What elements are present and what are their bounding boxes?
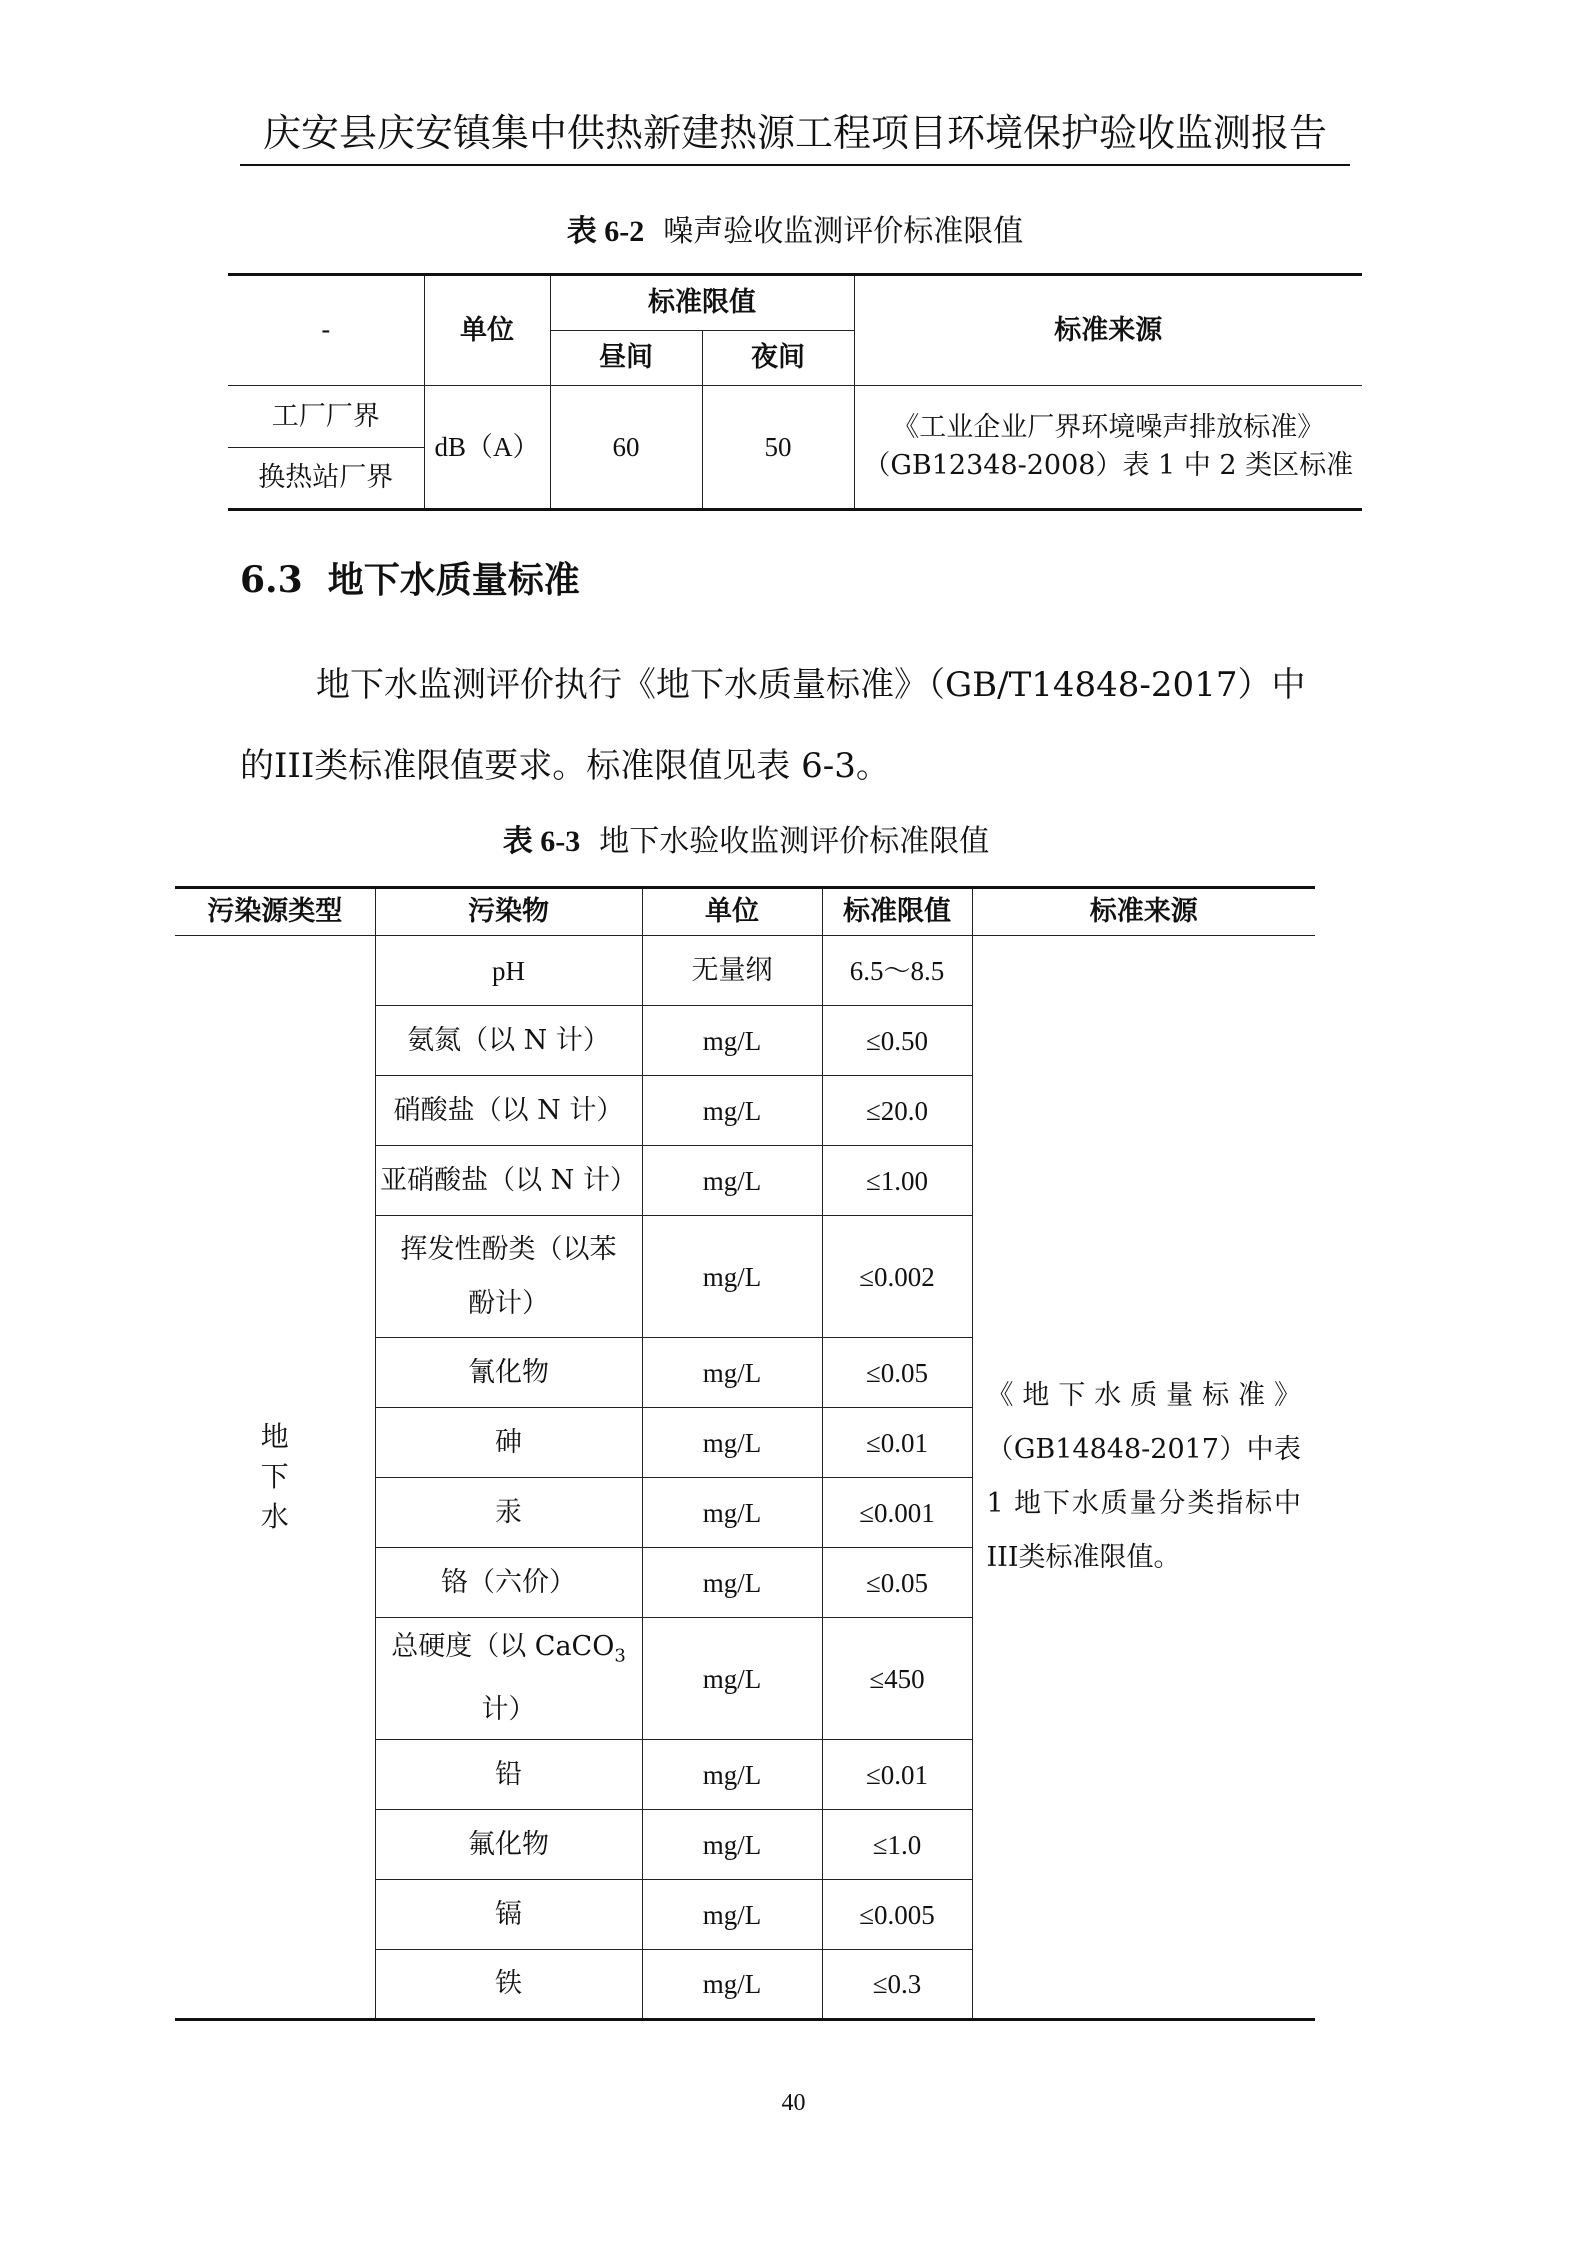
limit: ≤0.002	[822, 1216, 972, 1338]
unit: mg/L	[642, 1338, 822, 1408]
limit: ≤0.05	[822, 1338, 972, 1408]
table-caption-number: 表 6-2	[566, 215, 645, 248]
unit: mg/L	[642, 1880, 822, 1950]
pollutant: 汞	[375, 1478, 642, 1548]
header-standard-source: 标准来源	[972, 888, 1315, 936]
page-header: 庆安县庆安镇集中供热新建热源工程项目环境保护验收监测报告	[262, 111, 1327, 155]
section-number: 6.3	[240, 559, 303, 601]
unit: mg/L	[642, 1408, 822, 1478]
limit: ≤20.0	[822, 1076, 972, 1146]
table-caption-title: 地下水验收监测评价标准限值	[599, 824, 990, 859]
standard-source-text: 《地下水质量标准》（GB14848-2017）中表 1 地下水质量分类指标中III类标准限值。	[972, 936, 1315, 2020]
table-row	[175, 936, 1315, 1006]
header-source: 标准来源	[854, 275, 1362, 386]
limit: ≤1.00	[822, 1146, 972, 1216]
header-limit: 标准限值	[550, 275, 854, 331]
header-unit: 单位	[424, 275, 550, 386]
header-limit: 标准限值	[822, 888, 972, 936]
pollutant: 挥发性酚类（以苯 酚计）	[375, 1216, 642, 1338]
limit: ≤0.001	[822, 1478, 972, 1548]
noise-night-limit: 50	[702, 386, 854, 510]
header-pollutant: 污染物	[375, 888, 642, 936]
unit: mg/L	[642, 1076, 822, 1146]
noise-standard-table	[228, 273, 1362, 511]
pollutant: 氰化物	[375, 1338, 642, 1408]
pollutant: pH	[375, 936, 642, 1006]
limit: ≤1.0	[822, 1810, 972, 1880]
noise-source-line2: （GB12348-2008）表 1 中 2 类区标准	[863, 450, 1354, 481]
unit: mg/L	[642, 1478, 822, 1548]
pollutant: 铁	[375, 1950, 642, 2020]
unit: mg/L	[642, 1618, 822, 1740]
header-rule	[240, 164, 1350, 166]
noise-unit: dB（A）	[424, 386, 550, 510]
unit: 无量纲	[642, 936, 822, 1006]
page-number: 40	[781, 2090, 806, 2116]
limit: ≤0.01	[822, 1408, 972, 1478]
unit: mg/L	[642, 1216, 822, 1338]
pollutant: 硝酸盐（以 N 计）	[375, 1076, 642, 1146]
header-unit: 单位	[642, 888, 822, 936]
row-station-boundary: 换热站厂界	[228, 448, 424, 510]
unit: mg/L	[642, 1006, 822, 1076]
header-day: 昼间	[550, 331, 702, 386]
section-title: 地下水质量标准	[327, 559, 580, 601]
table-6-2-caption	[230, 212, 1360, 252]
limit: ≤0.01	[822, 1740, 972, 1810]
pollutant: 亚硝酸盐（以 N 计）	[375, 1146, 642, 1216]
groundwater-standard-table	[175, 886, 1315, 2021]
limit: 6.5～8.5	[822, 936, 972, 1006]
pollutant: 砷	[375, 1408, 642, 1478]
pollutant: 镉	[375, 1880, 642, 1950]
section-heading	[240, 555, 580, 605]
unit: mg/L	[642, 1146, 822, 1216]
limit: ≤450	[822, 1618, 972, 1740]
unit: mg/L	[642, 1740, 822, 1810]
paragraph-line1: 地下水监测评价执行《地下水质量标准》（GB/T14848-2017）中	[316, 665, 1306, 705]
row-factory-boundary: 工厂厂界	[228, 386, 424, 448]
pollutant: 氨氮（以 N 计）	[375, 1006, 642, 1076]
limit: ≤0.05	[822, 1548, 972, 1618]
pollutant: 总硬度（以 CaCO$_3$ 计）	[375, 1618, 642, 1740]
noise-source-line1: 《工业企业厂界环境噪声排放标准》	[892, 412, 1325, 443]
header-night: 夜间	[702, 331, 854, 386]
pollutant: 铅	[375, 1740, 642, 1810]
table-6-3-caption	[176, 822, 1316, 862]
noise-day-limit: 60	[550, 386, 702, 510]
unit: mg/L	[642, 1548, 822, 1618]
header-source-type: 污染源类型	[175, 888, 375, 936]
limit: ≤0.50	[822, 1006, 972, 1076]
source-type-cell	[175, 936, 375, 2020]
unit: mg/L	[642, 1950, 822, 2020]
pollutant: 铬（六价）	[375, 1548, 642, 1618]
limit: ≤0.005	[822, 1880, 972, 1950]
unit: mg/L	[642, 1810, 822, 1880]
pollutant: 氟化物	[375, 1810, 642, 1880]
table-caption-title: 噪声验收监测评价标准限值	[663, 214, 1024, 249]
table-caption-number: 表 6-3	[502, 825, 581, 858]
source-type-vertical: 地 下 水	[260, 1420, 289, 1533]
paragraph-line2: 的III类标准限值要求。标准限值见表 6-3。	[240, 746, 890, 786]
limit: ≤0.3	[822, 1950, 972, 2020]
header-dash: -	[228, 275, 424, 386]
noise-source	[854, 386, 1362, 510]
